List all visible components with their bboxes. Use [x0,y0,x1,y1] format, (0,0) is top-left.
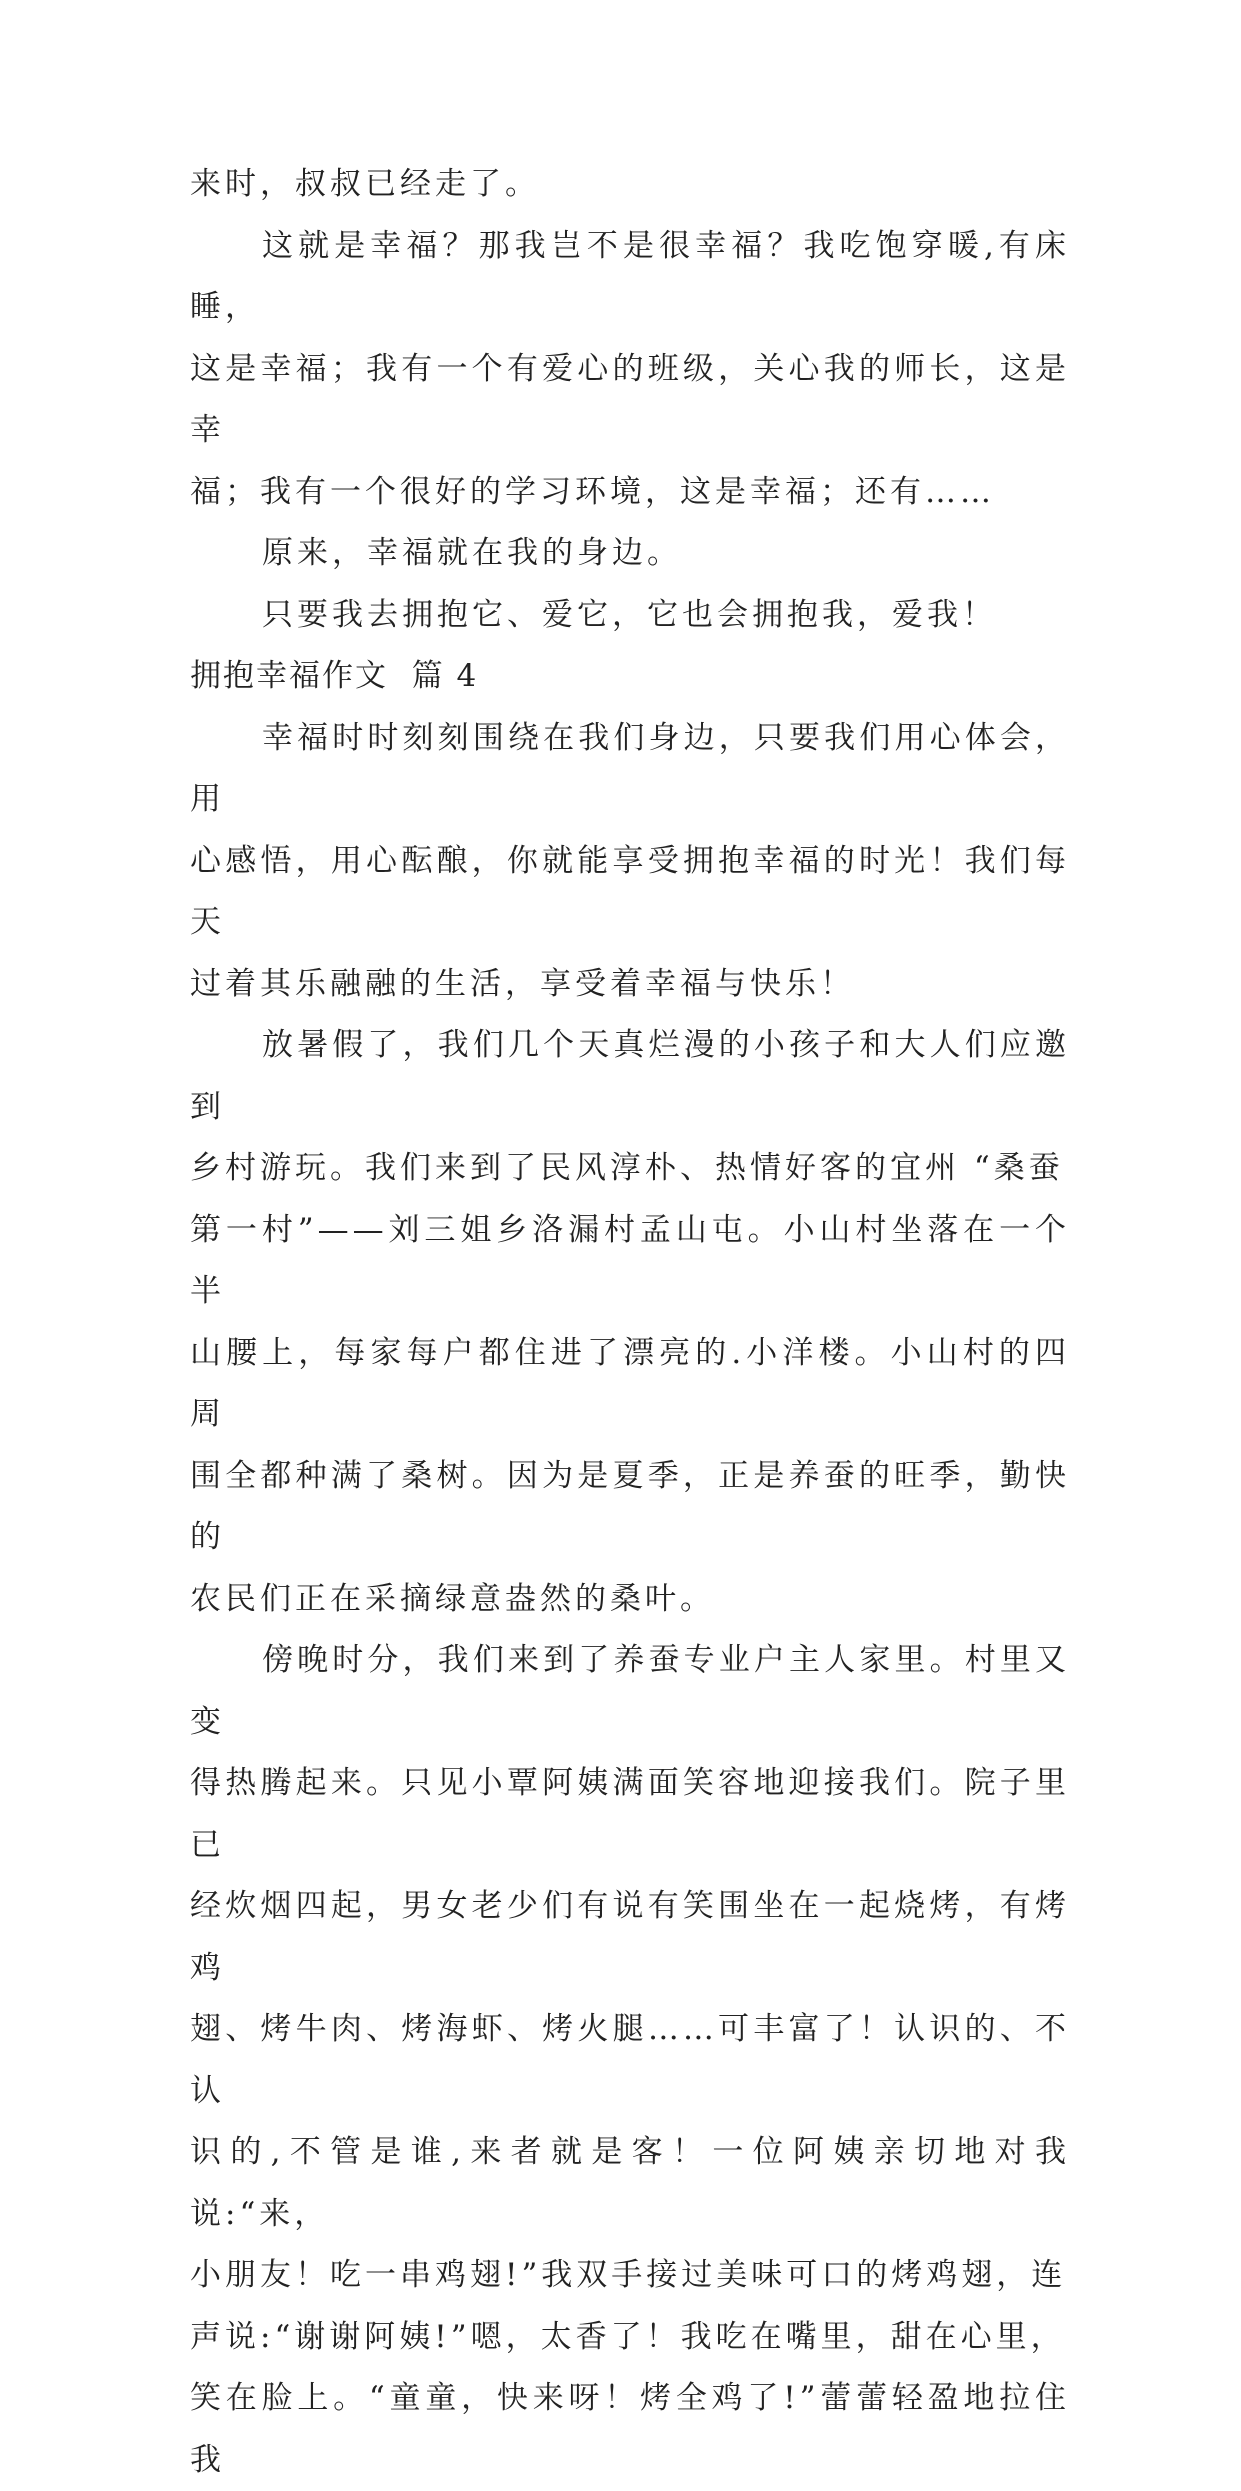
text-line: 乡村游玩。我们来到了民风淳朴、热情好客的宜州 “桑蚕 [190,1150,1064,1186]
text-line: 放暑假了，我们几个天真烂漫的小孩子和大人们应邀到 [190,1027,1070,1125]
text-line: 这是幸福；我有一个有爱心的班级，关心我的师长，这是幸 [190,350,1070,448]
paragraph-evening-bbq [190,1630,1070,2491]
text-line: 傍晚时分，我们来到了养蚕专业户主人家里。村里又变 [190,1642,1070,1740]
text-line: 山腰上，每家每户都住进了漂亮的.小洋楼。小山村的四周 [190,1334,1070,1432]
text-line: 小朋友！吃一串鸡翅!”我双手接过美味可口的烤鸡翅，连 [190,2257,1067,2293]
text-line: 农民们正在采摘绿意盎然的桑叶。 [190,1580,715,1617]
text-line: 识的,不管是谁,来者就是客！一位阿姨亲切地对我说:“来， [190,2134,1070,2232]
paragraph-embrace: 只要我去拥抱它、爱它，它也会拥抱我，爱我！ [262,596,997,633]
text-line: 心感悟，用心酝酿，你就能享受拥抱幸福的时光！我们每天 [190,842,1070,940]
paragraph-intro [190,708,1070,1016]
text-line: 这就是幸福？那我岂不是很幸福？我吃饱穿暖,有床睡， [190,227,1070,325]
paragraph-happiness-nearby: 原来，幸福就在我的身边。 [262,535,682,571]
document-body [190,154,1070,2491]
text-line: 第一村”——刘三姐乡洛漏村孟山屯。小山村坐落在一个半 [190,1211,1070,1309]
text-line: 福；我有一个很好的学习环境，这是幸福；还有…… [190,473,995,510]
paragraph-continuation [190,154,1070,216]
text-line: 幸福时时刻刻围绕在我们身边，只要我们用心体会，用 [190,719,1070,817]
text-line: 翅、烤牛肉、烤海虾、烤火腿……可丰富了！认识的、不认 [190,2011,1070,2109]
paragraph-happiness-list [190,216,1070,524]
text-line: 声说:“谢谢阿姨!”嗯，太香了！我吃在嘴里，甜在心里， [190,2318,1066,2355]
paragraph-summer-trip [190,1015,1070,1630]
text-line: 笑在脸上。“童童，快来呀！烤全鸡了!”蕾蕾轻盈地拉住我 [190,2380,1070,2478]
text-line: 围全都种满了桑树。因为是夏季，正是养蚕的旺季，勤快的 [190,1457,1070,1555]
text-line: 过着其乐融融的生活，享受着幸福与快乐！ [190,965,855,1002]
text-line: 经炊烟四起，男女老少们有说有笑围坐在一起烧烤，有烤鸡 [190,1888,1070,1986]
section-heading: 拥抱幸福作文 篇 4 [190,658,479,694]
text-line: 来时，叔叔已经走了。 [190,166,540,202]
text-line: 得热腾起来。只见小覃阿姨满面笑容地迎接我们。院子里已 [190,1765,1070,1863]
